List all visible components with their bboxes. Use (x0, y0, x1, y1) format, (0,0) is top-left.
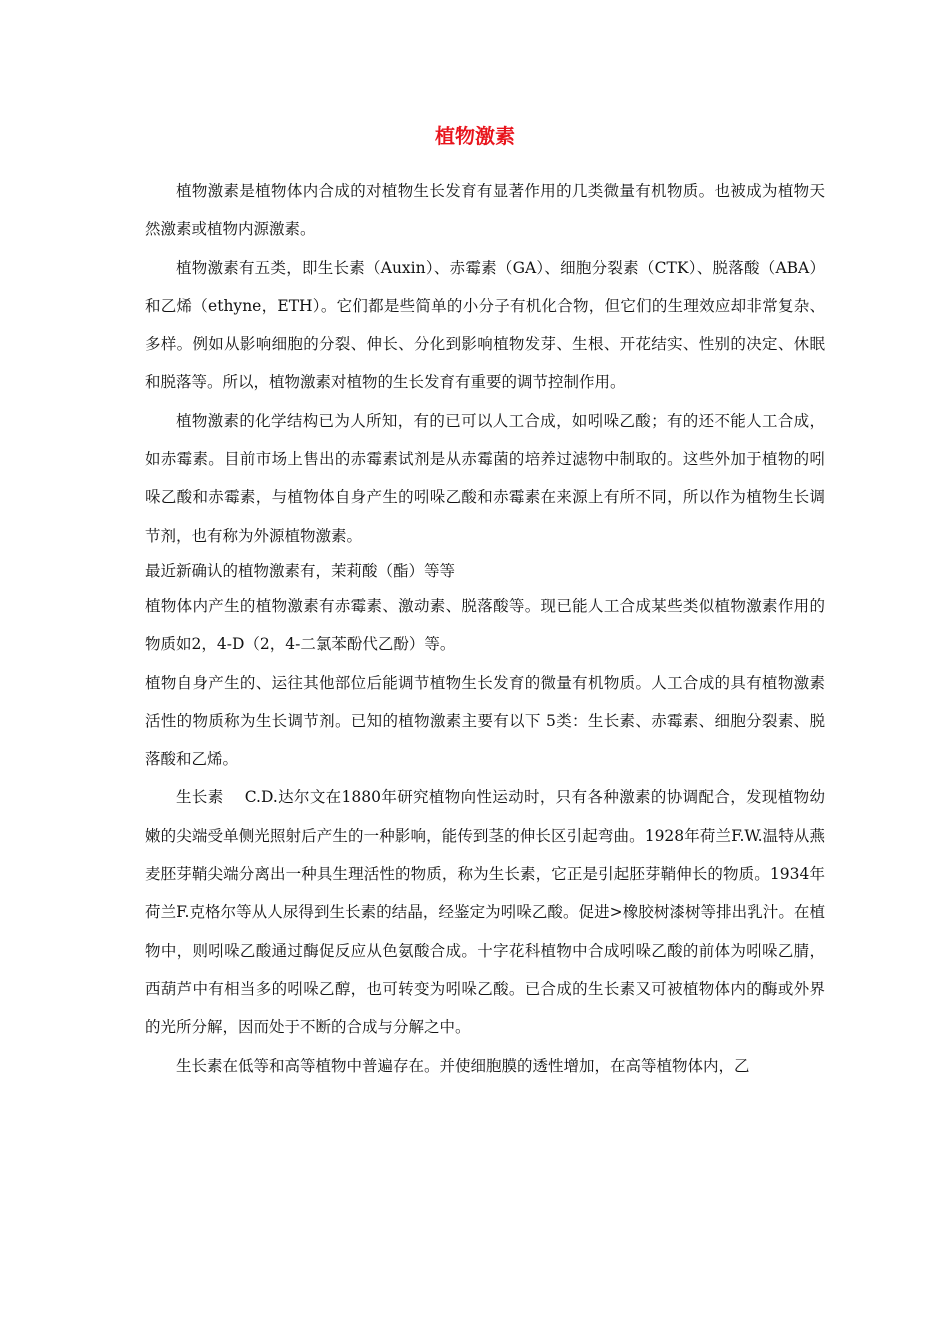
paragraph-auxin-history: 生长素 C.D.达尔文在1880年研究植物向性运动时，只有各种激素的协调配合，发现植物幼嫩的尖端受单侧光照射后产生的一种影响，能传到茎的伸长区引起弯曲。1928年荷兰F.W.温特从燕麦胚芽鞘尖端分离出一种具生理活性的物质，称为生长素，它正是引起胚芽鞘伸长的物质。1934年荷兰F.克格尔等从人尿得到生长素的结晶，经鉴定为吲哚乙酸。促进>橡胶树漆树等排出乳汁。在植物中，则吲哚乙酸通过酶促反应从色氨酸合成。十字花科植物中合成吲哚乙酸的前体为吲哚乙腈，西葫芦中有相当多的吲哚乙醇，也可转变为吲哚乙酸。已合成的生长素又可被植物体内的酶或外界的光所分解，因而处于不断的合成与分解之中。 (145, 788, 825, 1037)
paragraph-recently-confirmed: 最近新确认的植物激素有，茉莉酸（酯）等等 (145, 561, 456, 580)
paragraph-chemical-structure: 植物激素的化学结构已为人所知，有的已可以人工合成，如吲哚乙酸；有的还不能人工合成，如赤霉素。目前市场上售出的赤霉素试剂是从赤霉菌的培养过滤物中制取的。这些外加于植物的吲哚乙酸和赤霉素，与植物体自身产生的吲哚乙酸和赤霉素在来源上有所不同，所以作为植物生长调节剂，也有称为外源植物激素。 (145, 411, 825, 545)
paragraph-auxin-distribution: 生长素在低等和高等植物中普遍存在。并使细胞膜的透性增加，在高等植物体内，乙 (176, 1056, 750, 1075)
document-body (145, 172, 825, 1085)
paragraph-produced-hormones: 植物体内产生的植物激素有赤霉素、激动素、脱落酸等。现已能人工合成某些类似植物激素作用的物质如2，4-D（2，4-二氯苯酚代乙酚）等。 (145, 596, 825, 654)
page-title: 植物激素 (435, 124, 515, 148)
paragraph-five-types: 植物激素有五类，即生长素（Auxin）、赤霉素（GA）、细胞分裂素（CTK）、脱落酸（ABA）和乙烯（ethyne，ETH）。它们都是些简单的小分子有机化合物，但它们的生理效应却非常复杂、多样。例如从影响细胞的分裂、伸长、分化到影响植物发芽、生根、开花结实、性别的决定、休眠和脱落等。所以，植物激素对植物的生长发育有重要的调节控制作用。 (145, 258, 825, 392)
paragraph-definition: 植物激素是植物体内合成的对植物生长发育有显著作用的几类微量有机物质。也被成为植物天然激素或植物内源激素。 (145, 182, 825, 239)
paragraph-growth-regulators: 植物自身产生的、运往其他部位后能调节植物生长发育的微量有机物质。人工合成的具有植物激素活性的物质称为生长调节剂。已知的植物激素主要有以下 5类：生长素、赤霉素、细胞分裂素、脱落酸和乙烯。 (145, 673, 825, 769)
